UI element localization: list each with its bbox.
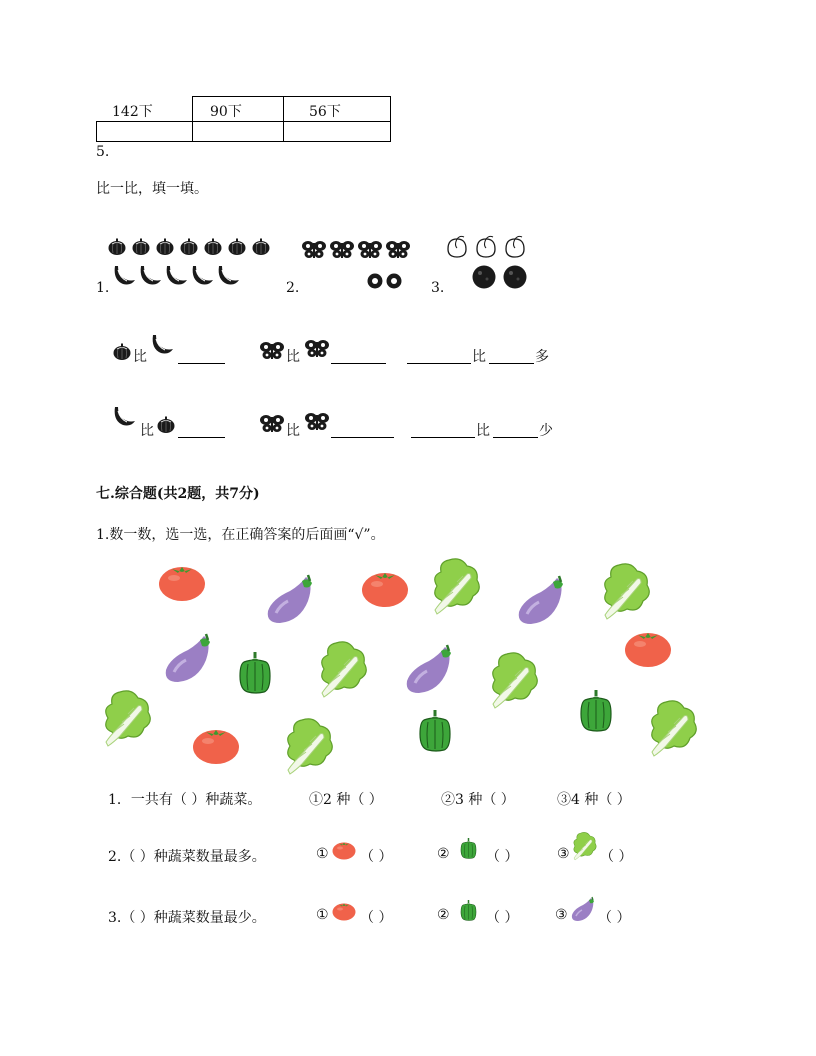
compare-label: 比 bbox=[476, 423, 490, 439]
pepper-icon bbox=[460, 900, 478, 924]
section-7-question-1: 1.数一数，选一选，在正确答案的后面画“√”。 bbox=[96, 527, 385, 543]
subquestion-2: 2.（ ）种蔬菜数量最多。 bbox=[108, 849, 266, 865]
compare-label: 比 bbox=[472, 349, 486, 365]
section-7-title: 七.综合题(共2题，共7分) bbox=[96, 486, 260, 502]
group-1-number: 1. bbox=[96, 280, 110, 296]
butterfly-icon bbox=[305, 339, 331, 361]
less-label: 少 bbox=[539, 423, 553, 439]
option-4-kinds[interactable]: ③4 种（ ） bbox=[557, 792, 631, 808]
pumpkin-icon bbox=[113, 343, 133, 363]
group-2-number: 2. bbox=[286, 280, 300, 296]
answer-paren[interactable]: （ ） bbox=[600, 849, 633, 865]
pepper-icon bbox=[418, 710, 452, 754]
pumpkin-icon bbox=[157, 416, 177, 436]
table-cell-1: 142下 bbox=[112, 104, 153, 120]
cabbage-icon bbox=[572, 832, 602, 862]
cabbage-icon bbox=[102, 690, 160, 750]
choice-number-1: ① bbox=[316, 846, 329, 862]
tomato-icon bbox=[158, 564, 206, 602]
compare-label: 比 bbox=[286, 349, 300, 365]
answer-paren[interactable]: （ ） bbox=[360, 849, 393, 865]
peach-row bbox=[445, 235, 535, 259]
question-number-5: 5. bbox=[96, 144, 110, 160]
option-2-kinds[interactable]: ①2 种（ ） bbox=[309, 792, 383, 808]
eggplant-icon bbox=[266, 573, 316, 625]
pepper-icon bbox=[460, 838, 478, 862]
eggplant-icon bbox=[405, 643, 455, 695]
butterfly-icon bbox=[260, 414, 286, 436]
tomato-icon bbox=[332, 902, 358, 922]
banana-icon bbox=[151, 333, 177, 359]
cabbage-icon bbox=[318, 641, 376, 699]
answer-blank[interactable] bbox=[331, 349, 386, 364]
cabbage-icon bbox=[489, 652, 547, 710]
choice-number-2: ② bbox=[437, 846, 450, 862]
table-left-border bbox=[96, 121, 97, 141]
answer-blank[interactable] bbox=[178, 349, 225, 364]
answer-paren[interactable]: （ ） bbox=[360, 910, 393, 926]
butterfly-icon bbox=[260, 341, 286, 363]
table-mid-line bbox=[96, 121, 391, 122]
tomato-icon bbox=[332, 841, 358, 861]
compare-label: 比 bbox=[133, 349, 147, 365]
compare-label: 比 bbox=[140, 423, 154, 439]
answer-blank[interactable] bbox=[178, 423, 225, 438]
cabbage-icon bbox=[431, 558, 489, 614]
banana-icon bbox=[113, 405, 139, 431]
table-cell-3: 56下 bbox=[309, 104, 341, 120]
cabbage-icon bbox=[601, 563, 659, 621]
answer-paren[interactable]: （ ） bbox=[486, 849, 519, 865]
choice-number-1: ① bbox=[316, 907, 329, 923]
flower-row bbox=[367, 273, 407, 289]
choice-number-2: ② bbox=[437, 907, 450, 923]
apple-row bbox=[472, 265, 532, 291]
cabbage-icon bbox=[284, 718, 342, 778]
butterfly-icon bbox=[305, 412, 331, 434]
table-bottom-line bbox=[96, 141, 391, 142]
eggplant-icon bbox=[164, 632, 214, 686]
eggplant-icon bbox=[517, 574, 567, 626]
table-col-divider-2 bbox=[283, 96, 284, 141]
pepper-icon bbox=[238, 652, 272, 696]
table-col-divider-1 bbox=[192, 96, 193, 141]
answer-blank[interactable] bbox=[331, 423, 394, 438]
answer-blank[interactable] bbox=[489, 349, 534, 364]
answer-blank[interactable] bbox=[407, 349, 471, 364]
pepper-icon bbox=[579, 690, 613, 734]
section-title: 比一比，填一填。 bbox=[96, 181, 208, 197]
option-3-kinds[interactable]: ②3 种（ ） bbox=[441, 792, 515, 808]
answer-blank[interactable] bbox=[411, 423, 475, 438]
table-cell-2: 90下 bbox=[210, 104, 242, 120]
tomato-icon bbox=[624, 630, 672, 668]
answer-paren[interactable]: （ ） bbox=[486, 910, 519, 926]
choice-number-3: ③ bbox=[555, 907, 568, 923]
answer-paren[interactable]: （ ） bbox=[598, 910, 631, 926]
eggplant-icon bbox=[571, 896, 597, 922]
table-right-border bbox=[390, 96, 391, 141]
choice-number-3: ③ bbox=[557, 846, 570, 862]
answer-blank[interactable] bbox=[493, 423, 538, 438]
group-3-number: 3. bbox=[431, 280, 445, 296]
table-top-line bbox=[192, 96, 391, 97]
pumpkin-row bbox=[108, 238, 278, 258]
tomato-icon bbox=[361, 570, 409, 608]
cabbage-icon bbox=[648, 700, 706, 760]
butterfly-row bbox=[302, 240, 422, 262]
compare-label: 比 bbox=[286, 423, 300, 439]
subquestion-1: 1．一共有（ ）种蔬菜。 bbox=[108, 792, 262, 808]
banana-row bbox=[113, 264, 253, 288]
more-label: 多 bbox=[535, 349, 549, 365]
subquestion-3: 3.（ ）种蔬菜数量最少。 bbox=[108, 910, 266, 926]
tomato-icon bbox=[192, 727, 240, 765]
